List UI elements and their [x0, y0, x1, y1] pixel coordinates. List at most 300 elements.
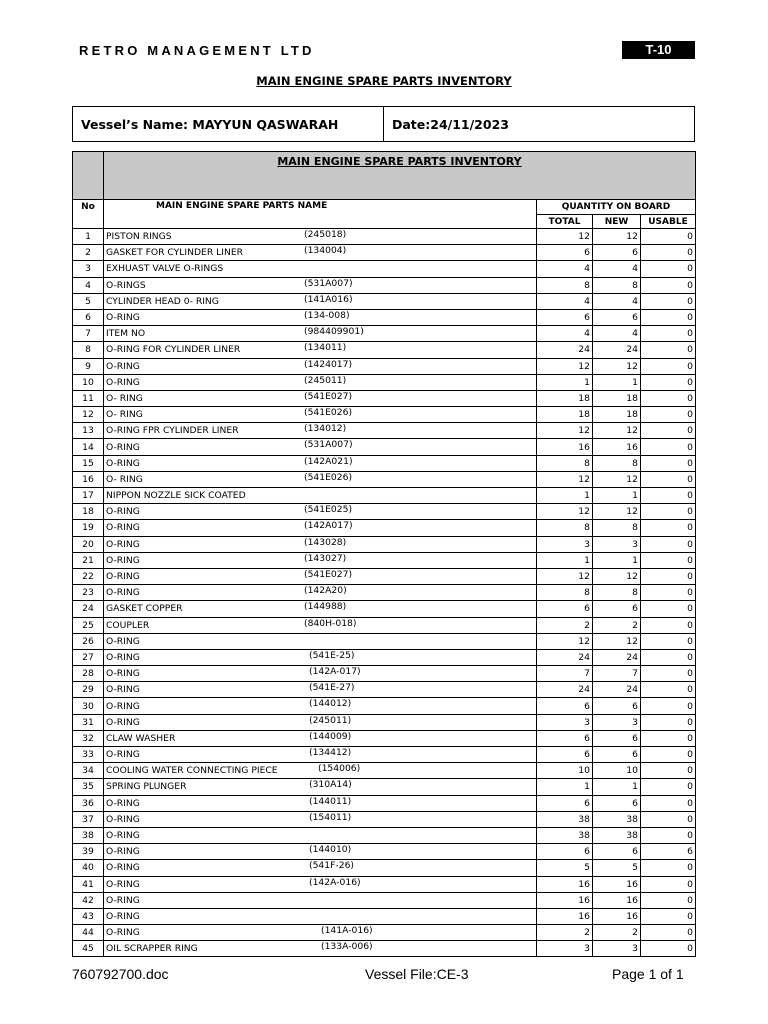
qty-new: 6: [593, 698, 641, 714]
col-header-new: NEW: [593, 215, 641, 229]
part-name-cell: [104, 520, 537, 536]
table-row: [73, 649, 696, 665]
qty-usable: 0: [641, 358, 696, 374]
row-number: 40: [73, 860, 104, 876]
part-number: (142A-017): [309, 666, 361, 678]
table-row: [73, 488, 696, 504]
row-number: 42: [73, 892, 104, 908]
part-name-cell: [104, 423, 537, 439]
part-name-cell: [104, 601, 537, 617]
part-number: (541E026): [304, 471, 353, 483]
part-name-cell: [104, 358, 537, 374]
part-name-cell: [104, 876, 537, 892]
part-number: (541E027): [304, 390, 353, 402]
qty-total: 8: [537, 585, 593, 601]
part-number: (531A007): [304, 277, 353, 289]
row-number: 18: [73, 504, 104, 520]
row-number: 29: [73, 682, 104, 698]
qty-total: 8: [537, 520, 593, 536]
qty-total: 4: [537, 261, 593, 277]
part-name: O-RING FPR CYLINDER LINER: [106, 425, 239, 437]
row-number: 19: [73, 520, 104, 536]
qty-total: 1: [537, 374, 593, 390]
row-number: 36: [73, 795, 104, 811]
part-number: (154006): [318, 763, 361, 775]
qty-new: 1: [593, 779, 641, 795]
qty-new: 38: [593, 811, 641, 827]
part-name-cell: [104, 714, 537, 730]
qty-usable: 0: [641, 666, 696, 682]
part-name-cell: [104, 860, 537, 876]
qty-total: 12: [537, 633, 593, 649]
part-name: O-RING: [106, 538, 140, 550]
row-number: 3: [73, 261, 104, 277]
row-number: 7: [73, 326, 104, 342]
qty-usable: 0: [641, 747, 696, 763]
row-number: 35: [73, 779, 104, 795]
part-number: (142A20): [304, 585, 347, 597]
part-name: EXHUAST VALVE O-RINGS: [106, 263, 224, 275]
qty-usable: 0: [641, 245, 696, 261]
part-name: SPRING PLUNGER: [106, 781, 187, 793]
part-name-cell: [104, 245, 537, 261]
qty-total: 38: [537, 827, 593, 843]
part-number: (134012): [304, 423, 347, 435]
footer-page-number: Page 1 of 1: [612, 966, 684, 982]
qty-new: 38: [593, 827, 641, 843]
table-title: MAIN ENGINE SPARE PARTS INVENTORY: [104, 152, 696, 200]
row-number: 41: [73, 876, 104, 892]
table-row: [73, 844, 696, 860]
qty-total: 16: [537, 892, 593, 908]
qty-total: 24: [537, 682, 593, 698]
qty-new: 8: [593, 585, 641, 601]
qty-usable: 0: [641, 552, 696, 568]
part-name-cell: [104, 925, 537, 941]
table-row: [73, 876, 696, 892]
qty-new: 3: [593, 536, 641, 552]
qty-total: 16: [537, 876, 593, 892]
row-number: 24: [73, 601, 104, 617]
table-row: [73, 892, 696, 908]
table-row: [73, 617, 696, 633]
table-row: [73, 747, 696, 763]
qty-usable: 0: [641, 649, 696, 665]
part-name-cell: [104, 763, 537, 779]
part-name-cell: [104, 941, 537, 957]
row-number: 12: [73, 407, 104, 423]
table-row: [73, 763, 696, 779]
part-name: CYLINDER HEAD 0- RING: [106, 295, 219, 307]
inventory-table: [72, 151, 696, 957]
table-row: [73, 601, 696, 617]
part-name: PISTON RINGS: [106, 231, 172, 243]
part-name: O-RING: [106, 813, 140, 825]
row-number: 26: [73, 633, 104, 649]
table-row: [73, 374, 696, 390]
row-number: 43: [73, 908, 104, 924]
table-row: [73, 941, 696, 957]
row-number: 25: [73, 617, 104, 633]
table-row: [73, 536, 696, 552]
part-name: O-RINGS: [106, 279, 146, 291]
part-name: O-RING: [106, 376, 140, 388]
qty-new: 6: [593, 601, 641, 617]
qty-usable: 0: [641, 390, 696, 406]
qty-new: 12: [593, 423, 641, 439]
part-number: (134-008): [304, 309, 350, 321]
table-row: [73, 326, 696, 342]
qty-total: 2: [537, 925, 593, 941]
qty-total: 6: [537, 309, 593, 325]
qty-total: 18: [537, 390, 593, 406]
vessel-info-box: [72, 106, 695, 142]
qty-total: 24: [537, 342, 593, 358]
part-name-cell: [104, 407, 537, 423]
row-number: 23: [73, 585, 104, 601]
qty-total: 12: [537, 229, 593, 245]
qty-new: 8: [593, 455, 641, 471]
table-row: [73, 633, 696, 649]
part-name: O-RING: [106, 862, 140, 874]
part-number: (984409901): [304, 326, 364, 338]
qty-usable: 0: [641, 309, 696, 325]
qty-usable: 0: [641, 471, 696, 487]
qty-new: 4: [593, 326, 641, 342]
qty-total: 3: [537, 941, 593, 957]
qty-usable: 0: [641, 908, 696, 924]
qty-new: 6: [593, 747, 641, 763]
qty-total: 12: [537, 568, 593, 584]
qty-new: 3: [593, 941, 641, 957]
part-name-cell: [104, 682, 537, 698]
part-number: (141A-016): [321, 925, 373, 937]
qty-total: 6: [537, 730, 593, 746]
table-row: [73, 795, 696, 811]
qty-new: 6: [593, 844, 641, 860]
qty-new: 12: [593, 568, 641, 584]
part-number: (134412): [309, 747, 352, 758]
qty-new: 12: [593, 229, 641, 245]
qty-usable: 0: [641, 423, 696, 439]
qty-new: 12: [593, 504, 641, 520]
qty-usable: 0: [641, 925, 696, 941]
qty-new: 16: [593, 908, 641, 924]
row-number: 13: [73, 423, 104, 439]
table-row: [73, 682, 696, 698]
qty-new: 24: [593, 342, 641, 358]
qty-usable: 0: [641, 277, 696, 293]
qty-usable: 0: [641, 617, 696, 633]
part-name-cell: [104, 277, 537, 293]
qty-usable: 0: [641, 779, 696, 795]
part-name-cell: [104, 488, 537, 504]
part-name: O-RING: [106, 441, 140, 453]
part-number: (142A017): [304, 520, 353, 532]
row-number: 17: [73, 488, 104, 504]
qty-new: 3: [593, 714, 641, 730]
part-number: (245011): [304, 374, 347, 386]
qty-usable: 0: [641, 342, 696, 358]
part-name: O-RING: [106, 910, 140, 922]
table-row: [73, 827, 696, 843]
part-name: O-RING: [106, 797, 140, 809]
row-number: 20: [73, 536, 104, 552]
part-name-cell: [104, 504, 537, 520]
part-number: (541E026): [304, 407, 353, 419]
part-name-cell: [104, 617, 537, 633]
part-number: (245011): [309, 714, 352, 726]
part-name: O-RING: [106, 830, 140, 842]
table-row: [73, 471, 696, 487]
qty-total: 38: [537, 811, 593, 827]
part-name-cell: [104, 309, 537, 325]
qty-new: 18: [593, 390, 641, 406]
part-name-cell: [104, 811, 537, 827]
part-name-cell: [104, 633, 537, 649]
col-header-name: MAIN ENGINE SPARE PARTS NAME: [104, 200, 537, 229]
qty-new: 6: [593, 795, 641, 811]
qty-new: 8: [593, 277, 641, 293]
part-name: GASKET COPPER: [106, 603, 183, 615]
form-code-badge: T-10: [622, 41, 695, 59]
qty-new: 12: [593, 471, 641, 487]
table-row: [73, 698, 696, 714]
qty-total: 24: [537, 649, 593, 665]
part-name-cell: [104, 568, 537, 584]
part-name-cell: [104, 326, 537, 342]
row-number: 32: [73, 730, 104, 746]
part-name-cell: [104, 261, 537, 277]
page-title: MAIN ENGINE SPARE PARTS INVENTORY: [256, 74, 512, 88]
part-name: O-RING: [106, 506, 140, 518]
part-name: O-RING: [106, 684, 140, 696]
table-row: [73, 358, 696, 374]
part-name-cell: [104, 471, 537, 487]
part-number: (142A-016): [309, 876, 361, 888]
qty-new: 7: [593, 666, 641, 682]
qty-total: 2: [537, 617, 593, 633]
qty-new: 16: [593, 876, 641, 892]
qty-usable: 0: [641, 633, 696, 649]
row-number: 39: [73, 844, 104, 860]
part-name: CLAW WASHER: [106, 732, 176, 744]
part-number: (840H-018): [304, 617, 357, 629]
row-number: 2: [73, 245, 104, 261]
row-number: 22: [73, 568, 104, 584]
qty-total: 5: [537, 860, 593, 876]
part-number: (541E027): [304, 568, 353, 580]
part-name: O-RING: [106, 749, 140, 761]
qty-total: 6: [537, 245, 593, 261]
part-name-cell: [104, 455, 537, 471]
qty-usable: 0: [641, 520, 696, 536]
qty-usable: 0: [641, 374, 696, 390]
part-name: NIPPON NOZZLE SICK COATED: [106, 490, 246, 502]
part-name-cell: [104, 293, 537, 309]
qty-new: 12: [593, 358, 641, 374]
qty-usable: 0: [641, 860, 696, 876]
part-name: O-RING: [106, 457, 140, 469]
row-number: 15: [73, 455, 104, 471]
table-row: [73, 309, 696, 325]
table-row: [73, 277, 696, 293]
qty-new: 1: [593, 374, 641, 390]
qty-total: 1: [537, 779, 593, 795]
part-name-cell: [104, 439, 537, 455]
qty-total: 16: [537, 908, 593, 924]
qty-total: 4: [537, 293, 593, 309]
table-row: [73, 245, 696, 261]
qty-usable: 0: [641, 892, 696, 908]
part-number: (141A016): [304, 293, 353, 305]
part-name-cell: [104, 374, 537, 390]
inventory-rows: [73, 229, 696, 957]
qty-usable: 0: [641, 536, 696, 552]
qty-usable: 0: [641, 261, 696, 277]
part-name: O-RING: [106, 635, 140, 647]
qty-new: 16: [593, 892, 641, 908]
qty-total: 16: [537, 439, 593, 455]
qty-total: 3: [537, 714, 593, 730]
part-name: O-RING: [106, 554, 140, 566]
table-row: [73, 390, 696, 406]
qty-new: 4: [593, 261, 641, 277]
part-name-cell: [104, 747, 537, 763]
table-row: [73, 504, 696, 520]
table-row: [73, 293, 696, 309]
table-row: [73, 908, 696, 924]
part-name-cell: [104, 649, 537, 665]
table-row: [73, 585, 696, 601]
row-number: 34: [73, 763, 104, 779]
qty-new: 8: [593, 520, 641, 536]
row-number: 45: [73, 941, 104, 957]
table-row: [73, 407, 696, 423]
table-row: [73, 552, 696, 568]
part-name-cell: [104, 698, 537, 714]
qty-total: 10: [537, 763, 593, 779]
qty-new: 12: [593, 633, 641, 649]
part-number: (541E-27): [309, 682, 355, 694]
part-number: (143027): [304, 552, 347, 564]
part-number: (154011): [309, 811, 352, 823]
part-number: (245018): [304, 229, 347, 240]
qty-usable: 0: [641, 407, 696, 423]
qty-usable: 0: [641, 730, 696, 746]
table-row: [73, 779, 696, 795]
qty-total: 1: [537, 488, 593, 504]
qty-new: 10: [593, 763, 641, 779]
table-row: [73, 229, 696, 245]
qty-total: 7: [537, 666, 593, 682]
part-name: OIL SCRAPPER RING: [106, 943, 198, 955]
part-number: (143028): [304, 536, 347, 548]
part-number: (1424017): [304, 358, 353, 370]
footer-doc-name: 760792700.doc: [72, 966, 169, 982]
row-number: 28: [73, 666, 104, 682]
part-number: (142A021): [304, 455, 353, 467]
part-name: O-RING: [106, 846, 140, 858]
company-name: RETRO MANAGEMENT LTD: [79, 43, 315, 58]
part-name: O-RING: [106, 360, 140, 372]
qty-new: 6: [593, 309, 641, 325]
table-row: [73, 860, 696, 876]
qty-usable: 0: [641, 488, 696, 504]
qty-usable: 0: [641, 439, 696, 455]
qty-total: 12: [537, 471, 593, 487]
table-row: [73, 342, 696, 358]
table-row: [73, 439, 696, 455]
qty-usable: 0: [641, 714, 696, 730]
qty-usable: 0: [641, 763, 696, 779]
part-name: O-RING: [106, 878, 140, 890]
row-number: 14: [73, 439, 104, 455]
qty-usable: 0: [641, 585, 696, 601]
table-row: [73, 714, 696, 730]
part-name-cell: [104, 779, 537, 795]
qty-new: 5: [593, 860, 641, 876]
qty-usable: 6: [641, 844, 696, 860]
part-number: (144011): [309, 795, 352, 807]
part-number: (541F-26): [309, 860, 354, 872]
qty-new: 6: [593, 245, 641, 261]
part-name: COUPLER: [106, 619, 150, 631]
part-name-cell: [104, 536, 537, 552]
part-number: (144010): [309, 844, 352, 856]
qty-usable: 0: [641, 682, 696, 698]
qty-usable: 0: [641, 293, 696, 309]
part-name-cell: [104, 908, 537, 924]
part-name-cell: [104, 390, 537, 406]
row-number: 10: [73, 374, 104, 390]
part-name-cell: [104, 342, 537, 358]
col-header-quantity: QUANTITY ON BOARD: [537, 200, 696, 215]
vessel-name: Vessel’s Name: MAYYUN QASWARAH: [73, 107, 384, 141]
part-number: (310A14): [309, 779, 352, 791]
row-number: 44: [73, 925, 104, 941]
qty-usable: 0: [641, 326, 696, 342]
table-row: [73, 730, 696, 746]
qty-total: 12: [537, 358, 593, 374]
row-number: 27: [73, 649, 104, 665]
qty-new: 16: [593, 439, 641, 455]
qty-total: 12: [537, 504, 593, 520]
part-name-cell: [104, 666, 537, 682]
qty-new: 6: [593, 730, 641, 746]
table-row: [73, 520, 696, 536]
part-name: O-RING: [106, 587, 140, 599]
part-name: COOLING WATER CONNECTING PIECE: [106, 765, 278, 777]
part-name: O-RING: [106, 651, 140, 663]
qty-usable: 0: [641, 568, 696, 584]
qty-usable: 0: [641, 455, 696, 471]
qty-usable: 0: [641, 795, 696, 811]
table-row: [73, 666, 696, 682]
qty-usable: 0: [641, 504, 696, 520]
part-number: (541E-25): [309, 649, 355, 661]
part-number: (134004): [304, 245, 347, 257]
row-number: 4: [73, 277, 104, 293]
part-name: ITEM NO: [106, 328, 146, 340]
row-number: 30: [73, 698, 104, 714]
part-name-cell: [104, 585, 537, 601]
row-number: 9: [73, 358, 104, 374]
row-number: 38: [73, 827, 104, 843]
qty-new: 1: [593, 488, 641, 504]
qty-usable: 0: [641, 827, 696, 843]
table-row: [73, 568, 696, 584]
